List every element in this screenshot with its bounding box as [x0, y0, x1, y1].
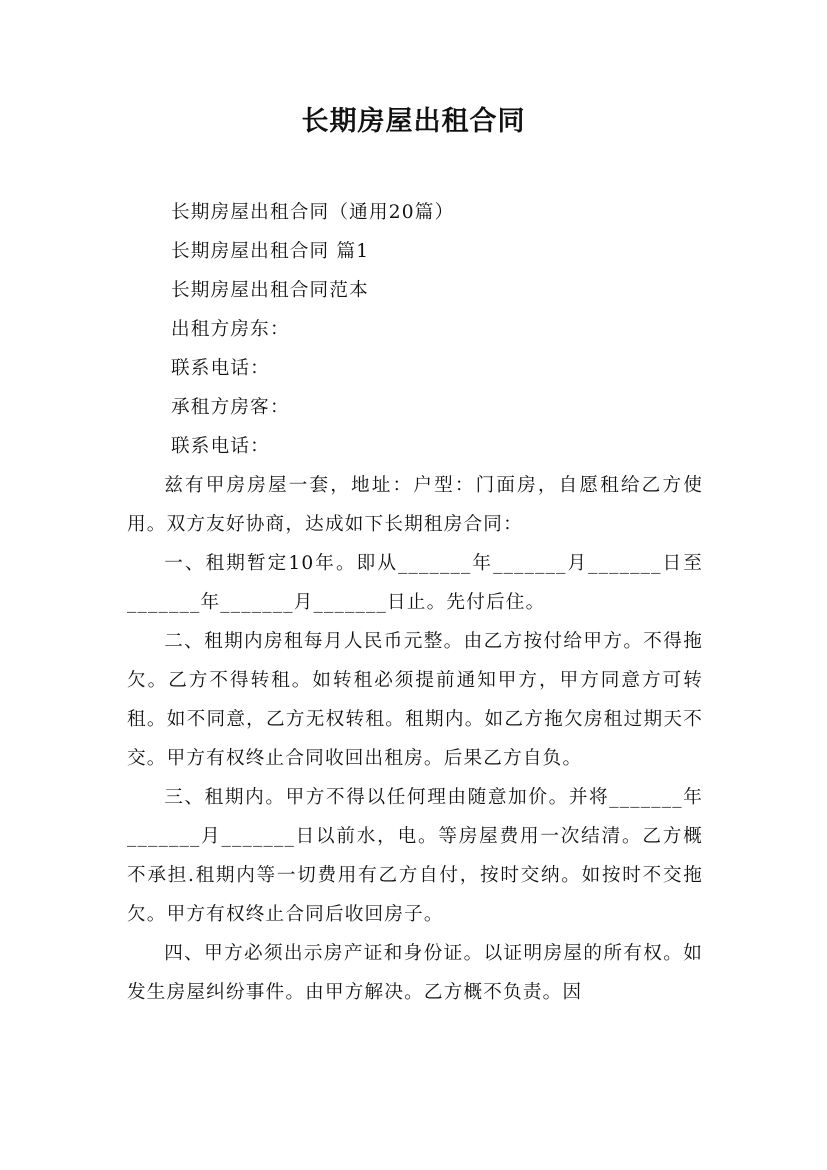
tenant-phone-label: 联系电话：: [171, 436, 270, 457]
intro-paragraph: 兹有甲房房屋一套，地址：户型：门面房，自愿租给乙方使用。双方友好协商，达成如下长期租房合同：: [127, 475, 703, 535]
subtitle-line: 长期房屋出租合同（通用20篇）: [171, 202, 455, 223]
clause-4-paragraph: 四、甲方必须出示房产证和身份证。以证明房屋的所有权。如发生房屋纠纷事件。由甲方解决。乙方概不负责。因: [127, 943, 703, 1003]
landlord-phone-label: 联系电话：: [171, 358, 270, 379]
template-label: 长期房屋出租合同范本: [171, 280, 369, 301]
clause-3-paragraph: 三、租期内。甲方不得以任何理由随意加价。并将_______年_______月_______日以前水，电。等房屋费用一次结清。乙方概不承担.租期内等一切费用有乙方自付，按时交纳。如按时不交拖欠。甲方有权终止合同后收回房子。: [127, 787, 703, 925]
landlord-label: 出租方房东：: [171, 319, 290, 340]
tenant-label: 承租方房客：: [171, 397, 290, 418]
clause-2-paragraph: 二、租期内房租每月人民币元整。由乙方按付给甲方。不得拖欠。乙方不得转租。如转租必须提前通知甲方，甲方同意方可转租。如不同意，乙方无权转租。租期内。如乙方拖欠房租过期天不交。甲方有权终止合同收回出租房。后果乙方自负。: [127, 631, 703, 769]
section-heading: 长期房屋出租合同 篇1: [171, 241, 370, 262]
document-body: [127, 193, 703, 1012]
document-title: 长期房屋出租合同: [301, 106, 526, 137]
clause-1-paragraph: 一、租期暂定10年。即从_______年_______月_______日至_______年_______月_______日止。先付后住。: [127, 553, 703, 613]
